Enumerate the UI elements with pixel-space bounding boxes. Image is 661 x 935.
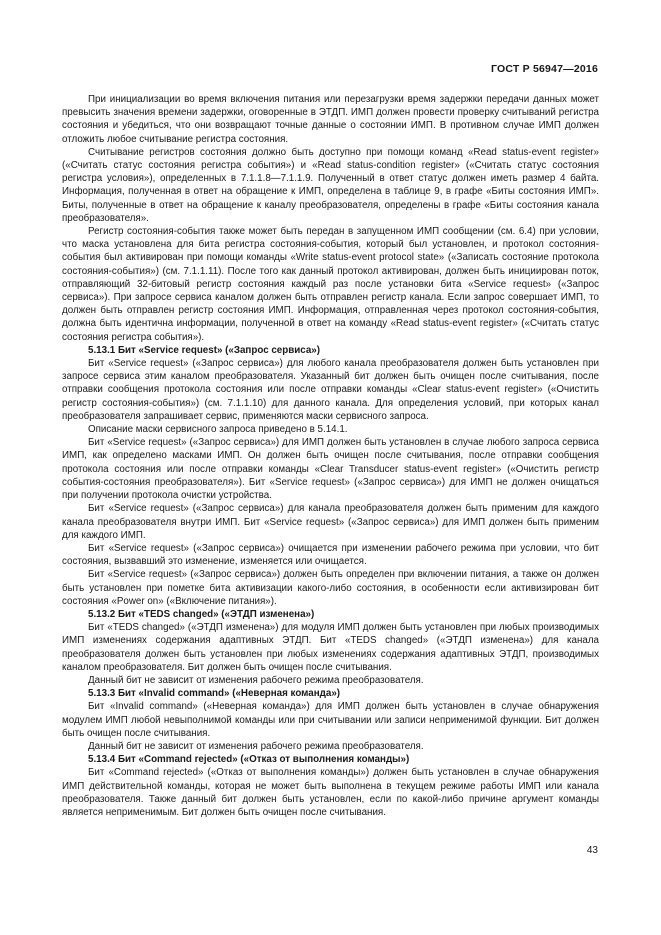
paragraph: Бит «Command rejected» («Отказ от выполнения команды») должен быть установлен в случае обнаружения ИМП действительной команды, которая не может быть выполнена в текущем режиме работы ИМП или канала преобразователя. Также данный бит должен быть установлен, если по какой-либо причине аргумент команды является неприменимым. Бит должен быть очищен после считывания.: [62, 767, 599, 818]
page-number: 43: [586, 845, 598, 856]
paragraph: Бит «Service request» («Запрос сервиса») должен быть определен при включении питания, а также он должен быть установлен при пометке бита активизации какого-либо состояния, в особенности если активизирован бит состояния «Power on» («Включение питания»).: [62, 569, 599, 607]
paragraph: Считывание регистров состояния должно быть доступно при помощи команд «Read status-event register» («Считать статус состояния регистра события») и «Read status-condition register» («Считать статус состояния регистра условия»), определенных в 7.1.1.8—7.1.1.9. Полученный в ответ статус должен иметь размер 4 байта. Информация, полученная в ответ на обращение к ИМП, определена в таблице 9, в графе «Биты состояния ИМП». Биты, полученные в ответ на обращение к каналу преобразователя, определены в графе «Биты состояния канала преобразователя».: [62, 146, 599, 224]
section-heading-5-13-2: 5.13.2 Бит «TEDS changed» («ЭТДП изменена»): [88, 608, 315, 620]
standard-code-header: ГОСТ Р 56947—2016: [490, 63, 598, 75]
paragraph: Бит «Service request» («Запрос сервиса») для ИМП должен быть установлен в случае любого запроса сервиса ИМП, как определено масками ИМП. Он должен быть очищен после считывания, после отправки сообщения протокола состояния или после отправки команды «Clear Transducer status-event register» («Очистить регистр события-состояния преобразователя»). Бит «Service request» («Запрос сервиса») для ИМП не должен очищаться при получении протокола очистки устройства.: [62, 437, 599, 502]
paragraph: Бит «Service request» («Запрос сервиса») очищается при изменении рабочего режима при условии, что бит состояния, вызвавший это изменение, изменяется или очищается.: [62, 542, 599, 568]
paragraph: Данный бит не зависит от изменения рабочего режима преобразователя.: [88, 740, 424, 752]
paragraph: Бит «Invalid command» («Неверная команда») для ИМП должен быть установлен в случае обнаружения модулем ИМП любой невыполнимой команды или при считывании или записи неприменимой функции. Бит должен быть очищен после считывания.: [62, 701, 599, 739]
paragraph: Описание маски сервисного запроса приведено в 5.14.1.: [88, 424, 348, 436]
paragraph: Регистр состояния-события также может быть передан в запущенном ИМП сообщении (см. 6.4) при условии, что маска установлена для бита регистра состояния-события, который был установлен, и протокол состояния-события был активирован при помощи команды «Write status-event protocol state» («Записать состояние протокола состояния-события») (см. 7.1.1.11). После того как данный протокол активирован, должен быть инициирован поток, отправляющий 32-битовый регистр состояния каждый раз после установки бита «Service request» («Запрос сервиса»). При запросе сервиса каналом должен быть отправлен регистр канала. Если запрос совершает ИМП, то должен быть отправлен регистр состояния ИМП. Информация, отправленная через протокол состояния-события, должна быть идентична информации, полученной в ответ на команду «Read status-event register» («Считать статус состояния регистра события»).: [62, 226, 599, 343]
paragraph: При инициализации во время включения питания или перезагрузки время задержки передачи данных может превысить значения времени задержки, оговоренные в ЭТДП. ИМП должен провести проверку считываний регистра состояния и убедиться, что они возвращают точные данные о состоянии ИМП. В противном случае ИМП должен отложить любое считывание регистра состояния.: [62, 94, 599, 145]
paragraph: Данный бит не зависит от изменения рабочего режима преобразователя.: [88, 674, 424, 686]
paragraph: Бит «TEDS changed» («ЭТДП изменена») для модуля ИМП должен быть установлен при любых производимых ИМП изменениях содержания адаптивных ЭТДП. Бит «TEDS changed» («ЭТДП изменена») для канала преобразователя должен быть установлен при любых изменениях содержания адаптивных ЭТДП, производимых каналом преобразователя. Бит должен быть очищен после считывания.: [62, 622, 599, 673]
section-heading-5-13-3: 5.13.3 Бит «Invalid command» («Неверная команда»): [88, 688, 341, 700]
paragraph: Бит «Service request» («Запрос сервиса») для канала преобразователя должен быть применим для каждого канала преобразователя внутри ИМП. Бит «Service request» («Запрос сервиса») для ИМП должен быть применим для каждого ИМП.: [62, 503, 599, 541]
paragraph: Бит «Service request» («Запрос сервиса») для любого канала преобразователя должен быть установлен при запросе сервиса этим каналом преобразователя. Указанный бит должен быть очищен после считывания, после отправки сообщения протокола состояния или после отправки команды «Clear status-event register» («Очистить регистр состояния-события») (см. 7.1.1.10) для данного канала. Для определения условий, при которых канал преобразователя запрашивает сервис, применяются маски сервисного запроса.: [62, 358, 599, 422]
section-heading-5-13-1: 5.13.1 Бит «Service request» («Запрос сервиса»): [88, 344, 321, 356]
body-text: [62, 93, 599, 819]
section-heading-5-13-4: 5.13.4 Бит «Command rejected» («Отказ от выполнения команды»): [88, 754, 410, 766]
